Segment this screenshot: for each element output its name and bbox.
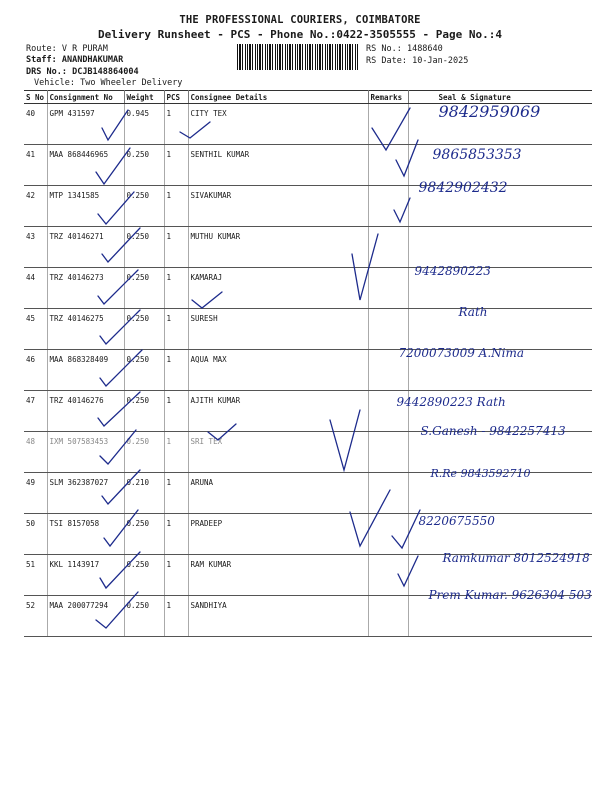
row-weight: 0.250: [124, 350, 164, 391]
company-title: THE PROFESSIONAL COURIERS, COIMBATORE: [179, 14, 421, 26]
row-weight: 0.250: [124, 555, 164, 596]
drs-line: DRS No.: DCJB148864004: [26, 67, 139, 77]
row-remarks: [368, 227, 408, 268]
staff-value: ANANDHAKUMAR: [61, 55, 124, 65]
row-remarks: [368, 432, 408, 473]
row-consignment-no: GPM 431597: [47, 104, 124, 145]
table-row: [24, 227, 592, 268]
handwritten-signature: 8220675550: [418, 514, 495, 528]
row-consignment-no: TRZ 40146276: [47, 391, 124, 432]
row-weight: 0.250: [124, 514, 164, 555]
row-consignee-name: ARUNA: [188, 473, 368, 514]
staff-line: Staff: ANANDHAKUMAR: [26, 55, 124, 65]
row-consignee-name: SENTHIL KUMAR: [188, 145, 368, 186]
row-weight: 0.250: [124, 186, 164, 227]
row-weight: 0.210: [124, 473, 164, 514]
handwritten-signature: 7200073009 A.Nima: [398, 346, 525, 360]
row-remarks: [368, 473, 408, 514]
row-seal-signature: [408, 104, 592, 145]
table-row: [24, 104, 592, 145]
row-consignment-no: TRZ 40146271: [47, 227, 124, 268]
row-pcs: 1: [164, 514, 188, 555]
row-seal-signature: [408, 514, 592, 555]
row-sno: 40: [24, 104, 47, 145]
row-pcs: 1: [164, 227, 188, 268]
table-row: [24, 309, 592, 350]
row-consignment-no: IXM 507583453: [47, 432, 124, 473]
row-sno: 49: [24, 473, 47, 514]
row-remarks: [368, 145, 408, 186]
row-pcs: 1: [164, 268, 188, 309]
row-pcs: 1: [164, 555, 188, 596]
handwritten-signature: 9442890223: [414, 264, 491, 278]
row-seal-signature: [408, 180, 592, 227]
row-consignment-no: SLM 362387027: [47, 473, 124, 514]
row-sno: 46: [24, 350, 47, 391]
row-consignee-name: RAM KUMAR: [188, 555, 368, 596]
row-weight: 0.250: [124, 596, 164, 637]
handwritten-signature: Ramkumar 8012524918: [442, 551, 590, 565]
handwritten-signature: S.Ganesh - 9842257413: [420, 424, 566, 438]
col-pcs: PCS: [164, 91, 188, 104]
row-pcs: 1: [164, 432, 188, 473]
row-weight: 0.250: [124, 268, 164, 309]
row-sno: 44: [24, 268, 47, 309]
row-consignee-name: KAMARAJ: [188, 268, 368, 309]
barcode-icon: [237, 44, 359, 70]
col-consignee: Consignee Details: [188, 91, 368, 104]
row-consignee-name: CITY TEX: [188, 104, 368, 145]
row-consignment-no: MTP 1341585: [47, 186, 124, 227]
col-weight: Weight: [124, 91, 164, 104]
col-remarks: Remarks: [368, 91, 408, 104]
handwritten-signature: Prem Kumar. 9626304 503: [428, 588, 592, 602]
row-consignee-name: SANDHIYA: [188, 596, 368, 637]
row-remarks: [368, 104, 408, 145]
row-consignment-no: TSI 8157058: [47, 514, 124, 555]
row-sno: 41: [24, 145, 47, 186]
row-consignee-name: MUTHU KUMAR: [188, 227, 368, 268]
row-sno: 51: [24, 555, 47, 596]
handwritten-signature: Rath: [458, 305, 488, 319]
row-seal-signature: [408, 264, 592, 309]
row-consignment-no: MAA 868328409: [47, 350, 124, 391]
row-consignee-name: PRADEEP: [188, 514, 368, 555]
table-row: [24, 186, 592, 227]
rs-date-value: 10-Jan-2025: [412, 56, 469, 66]
rs-info: [366, 43, 468, 67]
vehicle-line: Vehicle: Two Wheeler Delivery: [34, 78, 183, 88]
row-consignee-name: SIVAKUMAR: [188, 186, 368, 227]
col-signature: Seal & Signature: [408, 91, 592, 104]
handwritten-signature: R.Re 9843592710: [430, 467, 531, 480]
route-line: Route: V R PURAM: [26, 44, 108, 54]
row-consignee-name: SURESH: [188, 309, 368, 350]
row-weight: 0.250: [124, 309, 164, 350]
handwritten-signature: 9442890223 Rath: [396, 395, 506, 409]
row-pcs: 1: [164, 350, 188, 391]
drs-value: DCJB148864004: [72, 67, 139, 77]
table-row: [24, 596, 592, 637]
row-seal-signature: [408, 588, 592, 637]
row-pcs: 1: [164, 145, 188, 186]
row-weight: 0.250: [124, 145, 164, 186]
row-weight: 0.250: [124, 391, 164, 432]
row-sno: 42: [24, 186, 47, 227]
row-remarks: [368, 268, 408, 309]
row-remarks: [368, 186, 408, 227]
rs-no-value: 1488640: [406, 44, 443, 54]
row-consignment-no: MAA 200077294: [47, 596, 124, 637]
row-consignee-name: AJITH KUMAR: [188, 391, 368, 432]
row-pcs: 1: [164, 186, 188, 227]
row-consignee-name: AQUA MAX: [188, 350, 368, 391]
row-pcs: 1: [164, 104, 188, 145]
row-sno: 47: [24, 391, 47, 432]
col-consignment: Consignment No: [47, 91, 124, 104]
runsheet-table: [24, 90, 592, 637]
row-sno: 48: [24, 432, 47, 473]
table-row: [24, 268, 592, 309]
row-weight: 0.250: [124, 432, 164, 473]
row-sno: 52: [24, 596, 47, 637]
row-seal-signature: [398, 346, 592, 391]
row-pcs: 1: [164, 391, 188, 432]
row-weight: 0.945: [124, 104, 164, 145]
row-consignment-no: TRZ 40146275: [47, 309, 124, 350]
runsheet-subtitle: Delivery Runsheet - PCS - Phone No.:0422-3505555 - Page No.:4: [98, 28, 502, 41]
row-sno: 50: [24, 514, 47, 555]
rs-date-line: RS Date: 10-Jan-2025: [366, 56, 469, 66]
row-consignment-no: TRZ 40146273: [47, 268, 124, 309]
row-pcs: 1: [164, 473, 188, 514]
row-pcs: 1: [164, 596, 188, 637]
row-consignment-no: MAA 868446965: [47, 145, 124, 186]
row-sno: 45: [24, 309, 47, 350]
row-consignment-no: KKL 1143917: [47, 555, 124, 596]
handwritten-signature: 9842959069: [438, 102, 541, 121]
row-seal-signature: [408, 467, 592, 514]
row-sno: 43: [24, 227, 47, 268]
table-row: [24, 514, 592, 555]
handwritten-signature: 9865853353: [432, 147, 522, 163]
row-pcs: 1: [164, 309, 188, 350]
col-sno: S No: [24, 91, 47, 104]
row-seal-signature: [408, 305, 592, 350]
row-seal-signature: [408, 227, 592, 268]
table-row: [24, 350, 592, 391]
vehicle-value: Two Wheeler Delivery: [80, 78, 183, 88]
rs-no-line: RS No.: 1488640: [366, 44, 443, 54]
row-remarks: [368, 309, 408, 350]
row-weight: 0.250: [124, 227, 164, 268]
table-row: [24, 473, 592, 514]
handwritten-signature: 9842902432: [418, 180, 508, 196]
route-value: V R PURAM: [61, 44, 108, 54]
row-remarks: [368, 555, 408, 596]
row-consignee-name: SRI TEX: [188, 432, 368, 473]
row-remarks: [368, 596, 408, 637]
row-remarks: [368, 514, 408, 555]
